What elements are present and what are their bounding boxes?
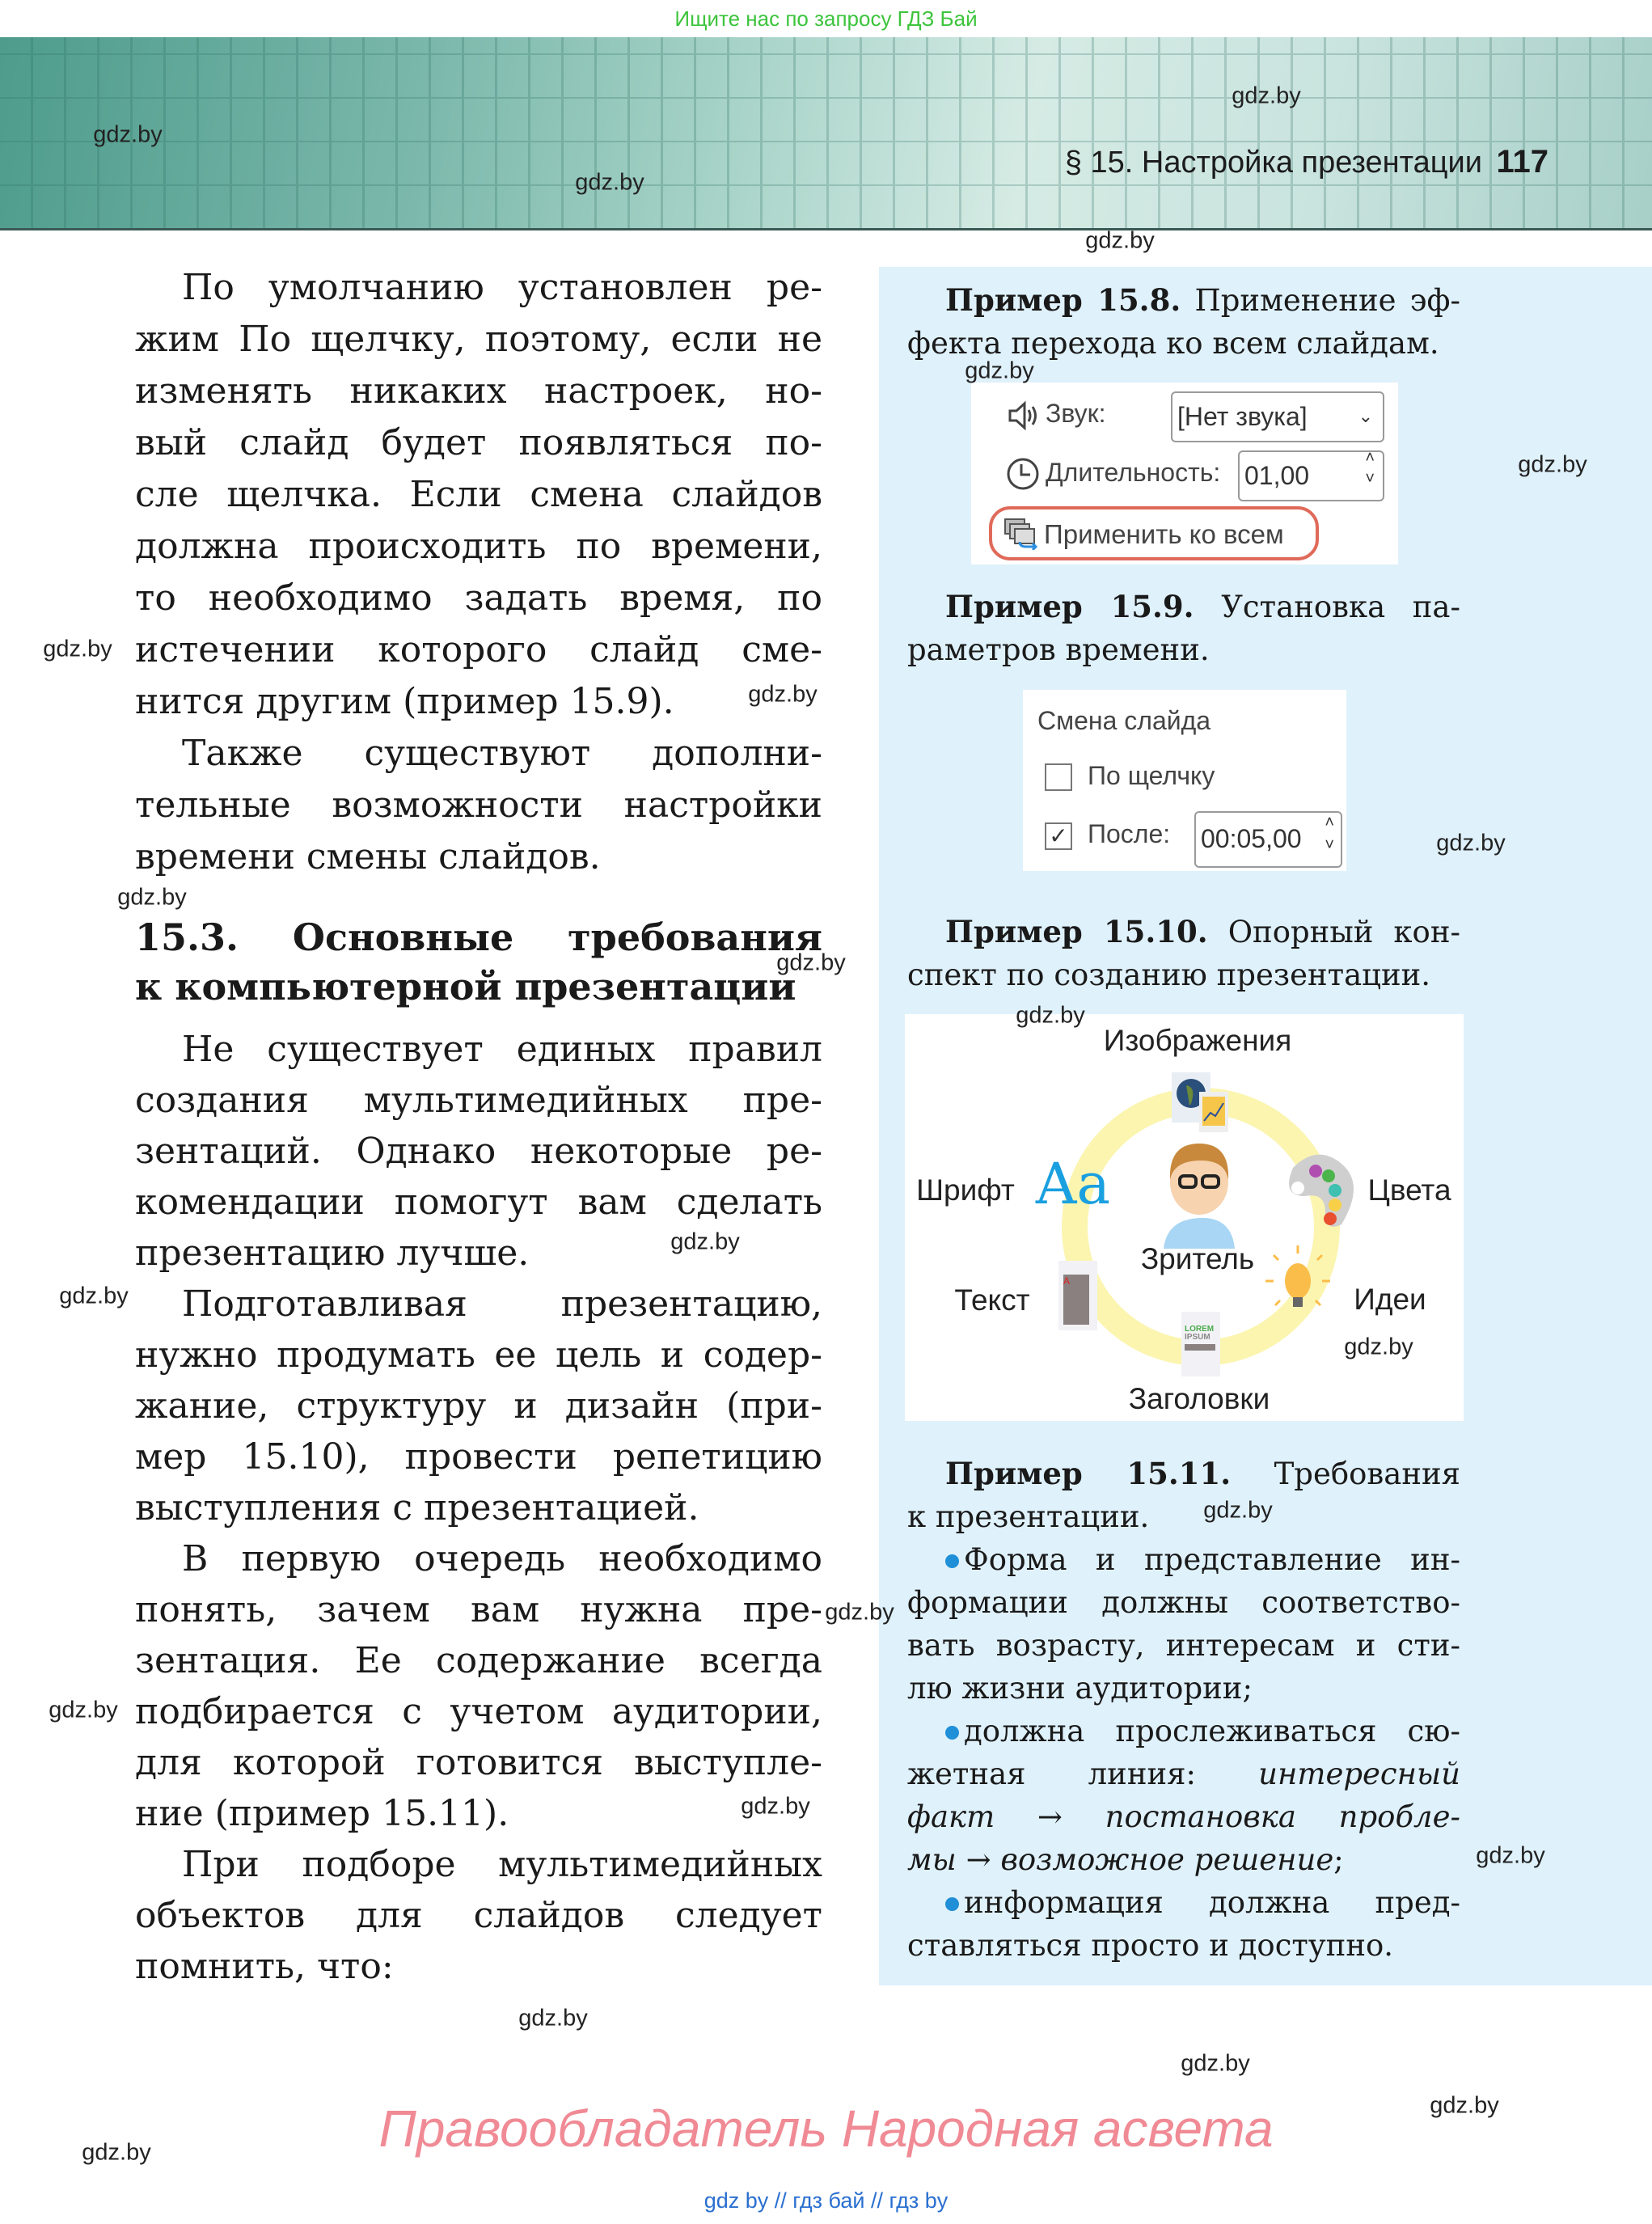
example-label: Пример 15.9.: [945, 589, 1194, 624]
label-images: Изображения: [1103, 1024, 1292, 1057]
text-line: вый слайд будет появляться по-: [135, 422, 822, 463]
text-line: [907, 911, 1460, 953]
after-time-value: 00:05,00: [1201, 824, 1302, 853]
check-icon: ✓: [1049, 823, 1068, 848]
speaker-icon: [1008, 400, 1041, 431]
label-ideas: Идеи: [1354, 1283, 1426, 1316]
text-document-icon: [1058, 1261, 1097, 1330]
text-segment: ;: [1333, 1842, 1344, 1877]
text-segment: интересный: [1258, 1757, 1460, 1791]
apply-to-all-label: Применить ко всем: [1044, 519, 1284, 549]
example-15-11-caption: [907, 1452, 1460, 1967]
after-label: После:: [1088, 819, 1171, 848]
label-colors: Цвета: [1367, 1173, 1451, 1207]
section-heading: [135, 913, 822, 1012]
text-line: ние (пример 15.11).: [135, 1793, 509, 1834]
duration-value: 01,00: [1244, 461, 1310, 490]
slide-advance-panel: [1023, 690, 1346, 871]
svg-text:A: A: [1063, 1275, 1071, 1287]
text-line: [907, 279, 1460, 322]
apply-to-all-button[interactable]: [989, 506, 1319, 560]
text-line: [907, 1452, 1460, 1495]
text-line: фекта перехода ко всем слайдам.: [907, 326, 1439, 361]
text-line: нужно продумать ее цель и содер-: [135, 1334, 822, 1376]
lorem-text: LOREM: [1185, 1325, 1215, 1334]
text-line: [907, 1795, 1460, 1838]
page-number: 117: [1496, 144, 1548, 180]
watermark: gdz.by: [1085, 227, 1155, 254]
example-label: Пример 15.11.: [945, 1456, 1232, 1491]
bullet-line: должна прослеживаться сю-: [907, 1710, 1460, 1753]
watermark: gdz.by: [1436, 830, 1506, 856]
ipsum-text: IPSUM: [1185, 1333, 1210, 1342]
example-15-9-caption: [907, 586, 1460, 671]
text-line: формации должны соответство-: [907, 1585, 1460, 1620]
apply-all-icon: [1003, 518, 1039, 550]
watermark: gdz.by: [1203, 1497, 1273, 1524]
heading-line: к компьютерной презентации: [135, 965, 796, 1008]
text-line: подбирается с учетом аудитории,: [135, 1691, 822, 1732]
heading-line: 15.3. Основные требования: [135, 915, 822, 959]
example-label: Пример 15.10.: [945, 914, 1208, 949]
text-line: ставляться просто и доступно.: [907, 1928, 1394, 1963]
text-line: спект по созданию презентации.: [907, 958, 1431, 992]
section-title: § 15. Настройка презентации: [1064, 146, 1482, 180]
sound-label: Звук:: [1046, 399, 1106, 428]
text-line: Не существует единых правил: [182, 1029, 822, 1070]
text-line: понять, зачем вам нужна пре-: [135, 1589, 822, 1630]
spinner-arrows-icon[interactable]: ˄ ˅: [1325, 814, 1334, 854]
watermark: gdz.by: [776, 949, 846, 976]
page-header: [0, 37, 1652, 230]
sound-dropdown[interactable]: [1171, 391, 1384, 442]
text-line: к презентации.: [907, 1499, 1150, 1534]
text-segment: мы → возможное решение: [907, 1842, 1334, 1877]
text-line: лю жизни аудитории;: [907, 1671, 1253, 1706]
watermark: gdz.by: [670, 1228, 740, 1255]
watermark: gdz.by: [748, 681, 818, 708]
text-line: мер 15.10), провести репетицию: [135, 1436, 822, 1478]
body-text-b: [135, 1024, 822, 1992]
text-segment: Применение эф-: [1181, 283, 1460, 318]
text-line: создания мультимедийных пре-: [135, 1080, 822, 1121]
on-click-label: По щелчку: [1088, 761, 1215, 790]
circuit-background: [0, 37, 1652, 228]
watermark: gdz.by: [82, 2139, 151, 2166]
watermark: gdz.by: [1016, 1002, 1085, 1029]
slide-advance-title: Смена слайда: [1037, 706, 1211, 735]
watermark: gdz.by: [518, 2005, 588, 2032]
watermark: gdz.by: [1518, 451, 1587, 478]
watermark: gdz.by: [117, 884, 187, 911]
text-line: помнить, что:: [135, 1946, 394, 1987]
label-headings: Заголовки: [1128, 1382, 1270, 1415]
text-line: [907, 586, 1460, 628]
text-line: [907, 1753, 1460, 1795]
text-segment: жетная линия:: [907, 1757, 1259, 1791]
copyright-notice: Правообладатель Народная асвета: [378, 2099, 1274, 2158]
text-line: тельные возможности настройки: [135, 784, 822, 826]
text-segment: Установка па-: [1194, 590, 1460, 624]
bullet-line: Форма и представление ин-: [907, 1538, 1460, 1581]
watermark: gdz.by: [93, 121, 163, 148]
text-line: комендации помогут вам сделать: [135, 1182, 822, 1223]
watermark: gdz.by: [1476, 1842, 1545, 1869]
watermark: gdz.by: [965, 357, 1034, 384]
text-line: сле щелчка. Если смена слайдов: [135, 474, 822, 515]
watermark: gdz.by: [1232, 82, 1301, 109]
text-line: При подборе мультимедийных: [182, 1844, 822, 1885]
font-sample-icon: Aa: [1035, 1151, 1111, 1217]
footer-links[interactable]: gdz by // гдз бай // гдз by: [703, 2188, 949, 2213]
watermark: gdz.by: [1430, 2092, 1499, 2119]
text-segment: Опорный кон-: [1207, 915, 1460, 949]
sound-value: [Нет звука]: [1177, 402, 1308, 431]
search-banner[interactable]: Ищите нас по запросу ГДЗ Бай: [674, 6, 978, 31]
text-line: изменять никаких настроек, но-: [135, 370, 822, 412]
transition-settings-panel: [971, 383, 1398, 564]
example-15-10-caption: [907, 911, 1460, 996]
text-line: истечении которого слайд сме-: [135, 629, 822, 670]
example-label: Пример 15.8.: [945, 282, 1181, 318]
text-line: [907, 1838, 1460, 1881]
headings-document-icon: [1181, 1312, 1220, 1376]
spinner-arrows-icon[interactable]: ˄ ˅: [1365, 449, 1375, 488]
text-line: то необходимо задать время, по: [135, 577, 822, 619]
duration-spinner[interactable]: [1238, 450, 1384, 501]
duration-label: Длительность:: [1046, 458, 1221, 487]
label-font: Шрифт: [916, 1173, 1015, 1207]
text-line: должна происходить по времени,: [135, 526, 822, 567]
text-line: В первую очередь необходимо: [182, 1538, 822, 1579]
watermark: gdz.by: [59, 1283, 129, 1309]
text-line: Подготавливая презентацию,: [182, 1283, 822, 1325]
clock-icon: [1006, 457, 1040, 491]
on-click-checkbox[interactable]: [1045, 763, 1072, 791]
watermark: gdz.by: [575, 169, 644, 196]
body-text-a: [135, 262, 822, 883]
text-line: По умолчанию установлен ре-: [182, 267, 822, 308]
text-line: жание, структуру и дизайн (при-: [135, 1385, 822, 1427]
label-viewer: Зритель: [1140, 1242, 1255, 1275]
watermark: gdz.by: [49, 1697, 118, 1723]
text-line: раметров времени.: [907, 632, 1210, 667]
watermark: gdz.by: [741, 1793, 810, 1820]
images-icon: [1172, 1072, 1228, 1132]
text-line: объектов для слайдов следует: [135, 1895, 822, 1936]
text-line: зентаций. Однако некоторые ре-: [135, 1131, 822, 1172]
text-segment: факт → постановка пробле-: [907, 1799, 1460, 1834]
text-line: презентацию лучше.: [135, 1233, 530, 1274]
text-line: вать возрасту, интересам и сти-: [907, 1628, 1460, 1663]
text-line: выступления с презентацией.: [135, 1487, 699, 1528]
after-time-spinner[interactable]: [1194, 811, 1342, 868]
example-15-8-caption: [907, 279, 1460, 365]
watermark: gdz.by: [1344, 1334, 1413, 1360]
watermark: gdz.by: [825, 1599, 894, 1626]
after-checkbox[interactable]: [1045, 822, 1072, 850]
chevron-down-icon: ⌄: [1358, 406, 1373, 426]
text-line: для которой готовится выступле-: [135, 1742, 822, 1783]
text-line: Также существуют дополни-: [182, 733, 822, 774]
text-line: жим По щелчку, поэтому, если не: [135, 319, 822, 360]
viewer-person-icon: [1164, 1144, 1235, 1249]
text-line: зентация. Ее содержание всегда: [135, 1640, 822, 1681]
watermark: gdz.by: [1181, 2050, 1250, 2077]
text-segment: Требования: [1231, 1457, 1460, 1491]
label-text: Текст: [954, 1283, 1030, 1317]
bullet-line: информация должна пред-: [907, 1881, 1460, 1924]
text-line: времени смены слайдов.: [135, 836, 601, 877]
text-line: нится другим (пример 15.9).: [135, 681, 674, 722]
watermark: gdz.by: [43, 636, 112, 662]
